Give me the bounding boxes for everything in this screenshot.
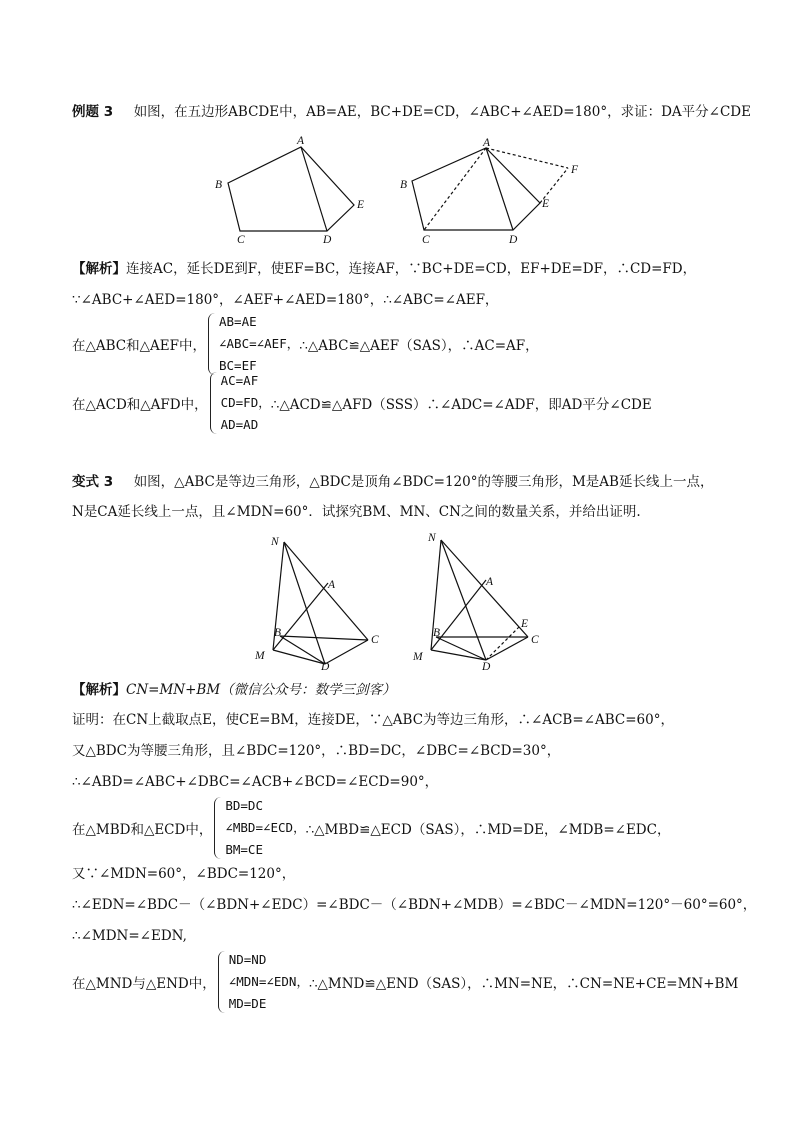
fig3-label-c: C <box>371 634 379 646</box>
fig3-label-m: M <box>255 650 265 662</box>
fig4-label-m: M <box>413 651 423 663</box>
fig3-label-d: D <box>321 661 330 673</box>
fig4-label-e: E <box>521 618 529 630</box>
sol1-s1-row-1: AB=AE <box>219 314 257 329</box>
figure-3 <box>254 536 379 673</box>
sol1-s1-rows <box>219 311 299 377</box>
sol2-line-5: ∴∠EDN=∠BDC－（∠BDN+∠EDC）=∠BDC－（∠BDN+∠MDB）=∠BDC－∠MDN=120°－60°=60°， <box>72 897 757 913</box>
sol1-s2-rows <box>221 370 271 436</box>
fig2-label-f: F <box>571 164 579 176</box>
sol1-tag: 【解析】 <box>72 261 126 277</box>
fig3-label-b: B <box>274 627 282 639</box>
sol2-line-1: 证明：在CN上截取点E，使CE=BM，连接DE，∵△ABC为等边三角形，∴∠ACB=∠ABC=60°， <box>72 712 674 728</box>
fig1-label-a: A <box>297 135 305 147</box>
sol2-s1-row-3: BM=CE <box>225 842 263 857</box>
sol2-answer: CN=MN+BM（微信公众号：数学三剑客） <box>126 682 396 698</box>
sol1-s2-post: ∴△ACD≌△AFD（SSS）∴∠ADC=∠ADF，即AD平分∠CDE <box>270 397 652 413</box>
sol1-line-1 <box>72 259 696 279</box>
sol2-s2-row-3: MD=DE <box>228 996 267 1011</box>
sol2-line-4: 又∵∠MDN=60°，∠BDC=120°， <box>72 866 296 882</box>
sol2-s2-row-2: ∠MDN=∠EDN， <box>228 974 309 989</box>
fig4-label-a: A <box>486 576 494 588</box>
variation-3-line-1 <box>72 472 713 492</box>
brace <box>218 951 225 1013</box>
figure-2 <box>400 137 579 246</box>
fig1-label-c: C <box>237 234 245 246</box>
fig2-label-b: B <box>400 179 408 191</box>
sol1-s1-row-3: BC=EF <box>219 358 257 373</box>
fig4-label-d: D <box>482 661 491 673</box>
sol1-system-2 <box>72 371 652 435</box>
example-3-line <box>72 102 751 122</box>
sol2-s2-post: ∴△MND≌△END（SAS），∴MN=NE，∴CN=NE+CE=MN+BM <box>308 976 739 992</box>
fig3-label-n: N <box>271 536 279 548</box>
sol2-line-3: ∴∠ABD=∠ABC+∠DBC=∠ACB+∠BCD=∠ECD=90°， <box>72 774 439 790</box>
sol2-s1-pre: 在△MBD和△ECD中， <box>72 822 213 838</box>
fig3-label-a: A <box>328 579 336 591</box>
sol2-s2-row-1: ND=ND <box>228 952 267 967</box>
sol2-answer-line <box>72 680 396 700</box>
fig2-label-e: E <box>542 198 550 210</box>
fig1-label-e: E <box>357 199 365 211</box>
figure-1 <box>215 135 364 246</box>
example-3-text: 如图，在五边形ABCDE中，AB=AE，BC+DE=CD，∠ABC+∠AED=180°，求证：DA平分∠CDE <box>133 104 751 120</box>
sol2-system-1 <box>72 796 670 860</box>
sol1-s2-row-1: AC=AF <box>220 373 259 388</box>
sol2-s2-pre: 在△MND与△END中， <box>72 976 216 992</box>
sol1-text-1: 连接AC，延长DE到F，使EF=BC，连接AF，∵BC+DE=CD，EF+DE=DF，∴CD=FD， <box>126 261 697 277</box>
sol1-s1-post: ∴△ABC≌△AEF（SAS），∴AC=AF， <box>299 338 539 354</box>
fig2-label-a: A <box>483 137 491 149</box>
sol1-s2-row-2: CD=FD， <box>220 395 271 410</box>
variation-3-line-2: N是CA延长线上一点，且∠MDN=60°．试探究BM、MN、CN之间的数量关系，并给出证明. <box>72 504 641 520</box>
brace <box>214 797 221 859</box>
brace <box>208 313 215 375</box>
sol2-system-2 <box>72 950 738 1014</box>
sol1-line-2: ∵∠ABC+∠AED=180°，∠AEF+∠AED=180°，∴∠ABC=∠AEF， <box>72 292 499 308</box>
fig2-label-d: D <box>509 234 518 246</box>
example-3-tag: 例题 3 <box>72 104 114 120</box>
sol2-tag: 【解析】 <box>72 682 126 698</box>
fig4-label-c: C <box>531 634 539 646</box>
variation-3-text-1: 如图，△ABC是等边三角形，△BDC是顶角∠BDC=120°的等腰三角形，M是AB延长线上一点， <box>133 474 714 490</box>
sol2-s1-row-2: ∠MBD=∠ECD， <box>225 820 306 835</box>
sol2-line-2: 又△BDC为等腰三角形，且∠BDC=120°，∴BD=DC，∠DBC=∠BCD=30°， <box>72 743 561 759</box>
fig1-label-b: B <box>215 179 223 191</box>
sol2-s1-rows <box>225 795 305 861</box>
sol1-system-1 <box>72 312 539 376</box>
sol1-s2-row-3: AD=AD <box>220 417 259 432</box>
fig1-label-d: D <box>323 234 332 246</box>
variation-3-tag: 变式 3 <box>72 474 114 490</box>
sol1-s1-pre: 在△ABC和△AEF中， <box>72 338 206 354</box>
fig4-label-b: B <box>433 627 441 639</box>
fig4-label-n: N <box>428 532 436 544</box>
sol2-s2-rows <box>229 949 309 1015</box>
sol2-line-6: ∴∠MDN=∠EDN, <box>72 928 187 944</box>
brace <box>210 372 217 434</box>
sol2-s1-row-1: BD=DC <box>225 798 263 813</box>
figure-4 <box>412 532 539 673</box>
sol2-s1-post: ∴△MBD≌△ECD（SAS），∴MD=DE，∠MDB=∠EDC， <box>305 822 671 838</box>
fig2-label-c: C <box>422 234 430 246</box>
sol1-s2-pre: 在△ACD和△AFD中， <box>72 397 208 413</box>
sol1-s1-row-2: ∠ABC=∠AEF， <box>219 336 300 351</box>
